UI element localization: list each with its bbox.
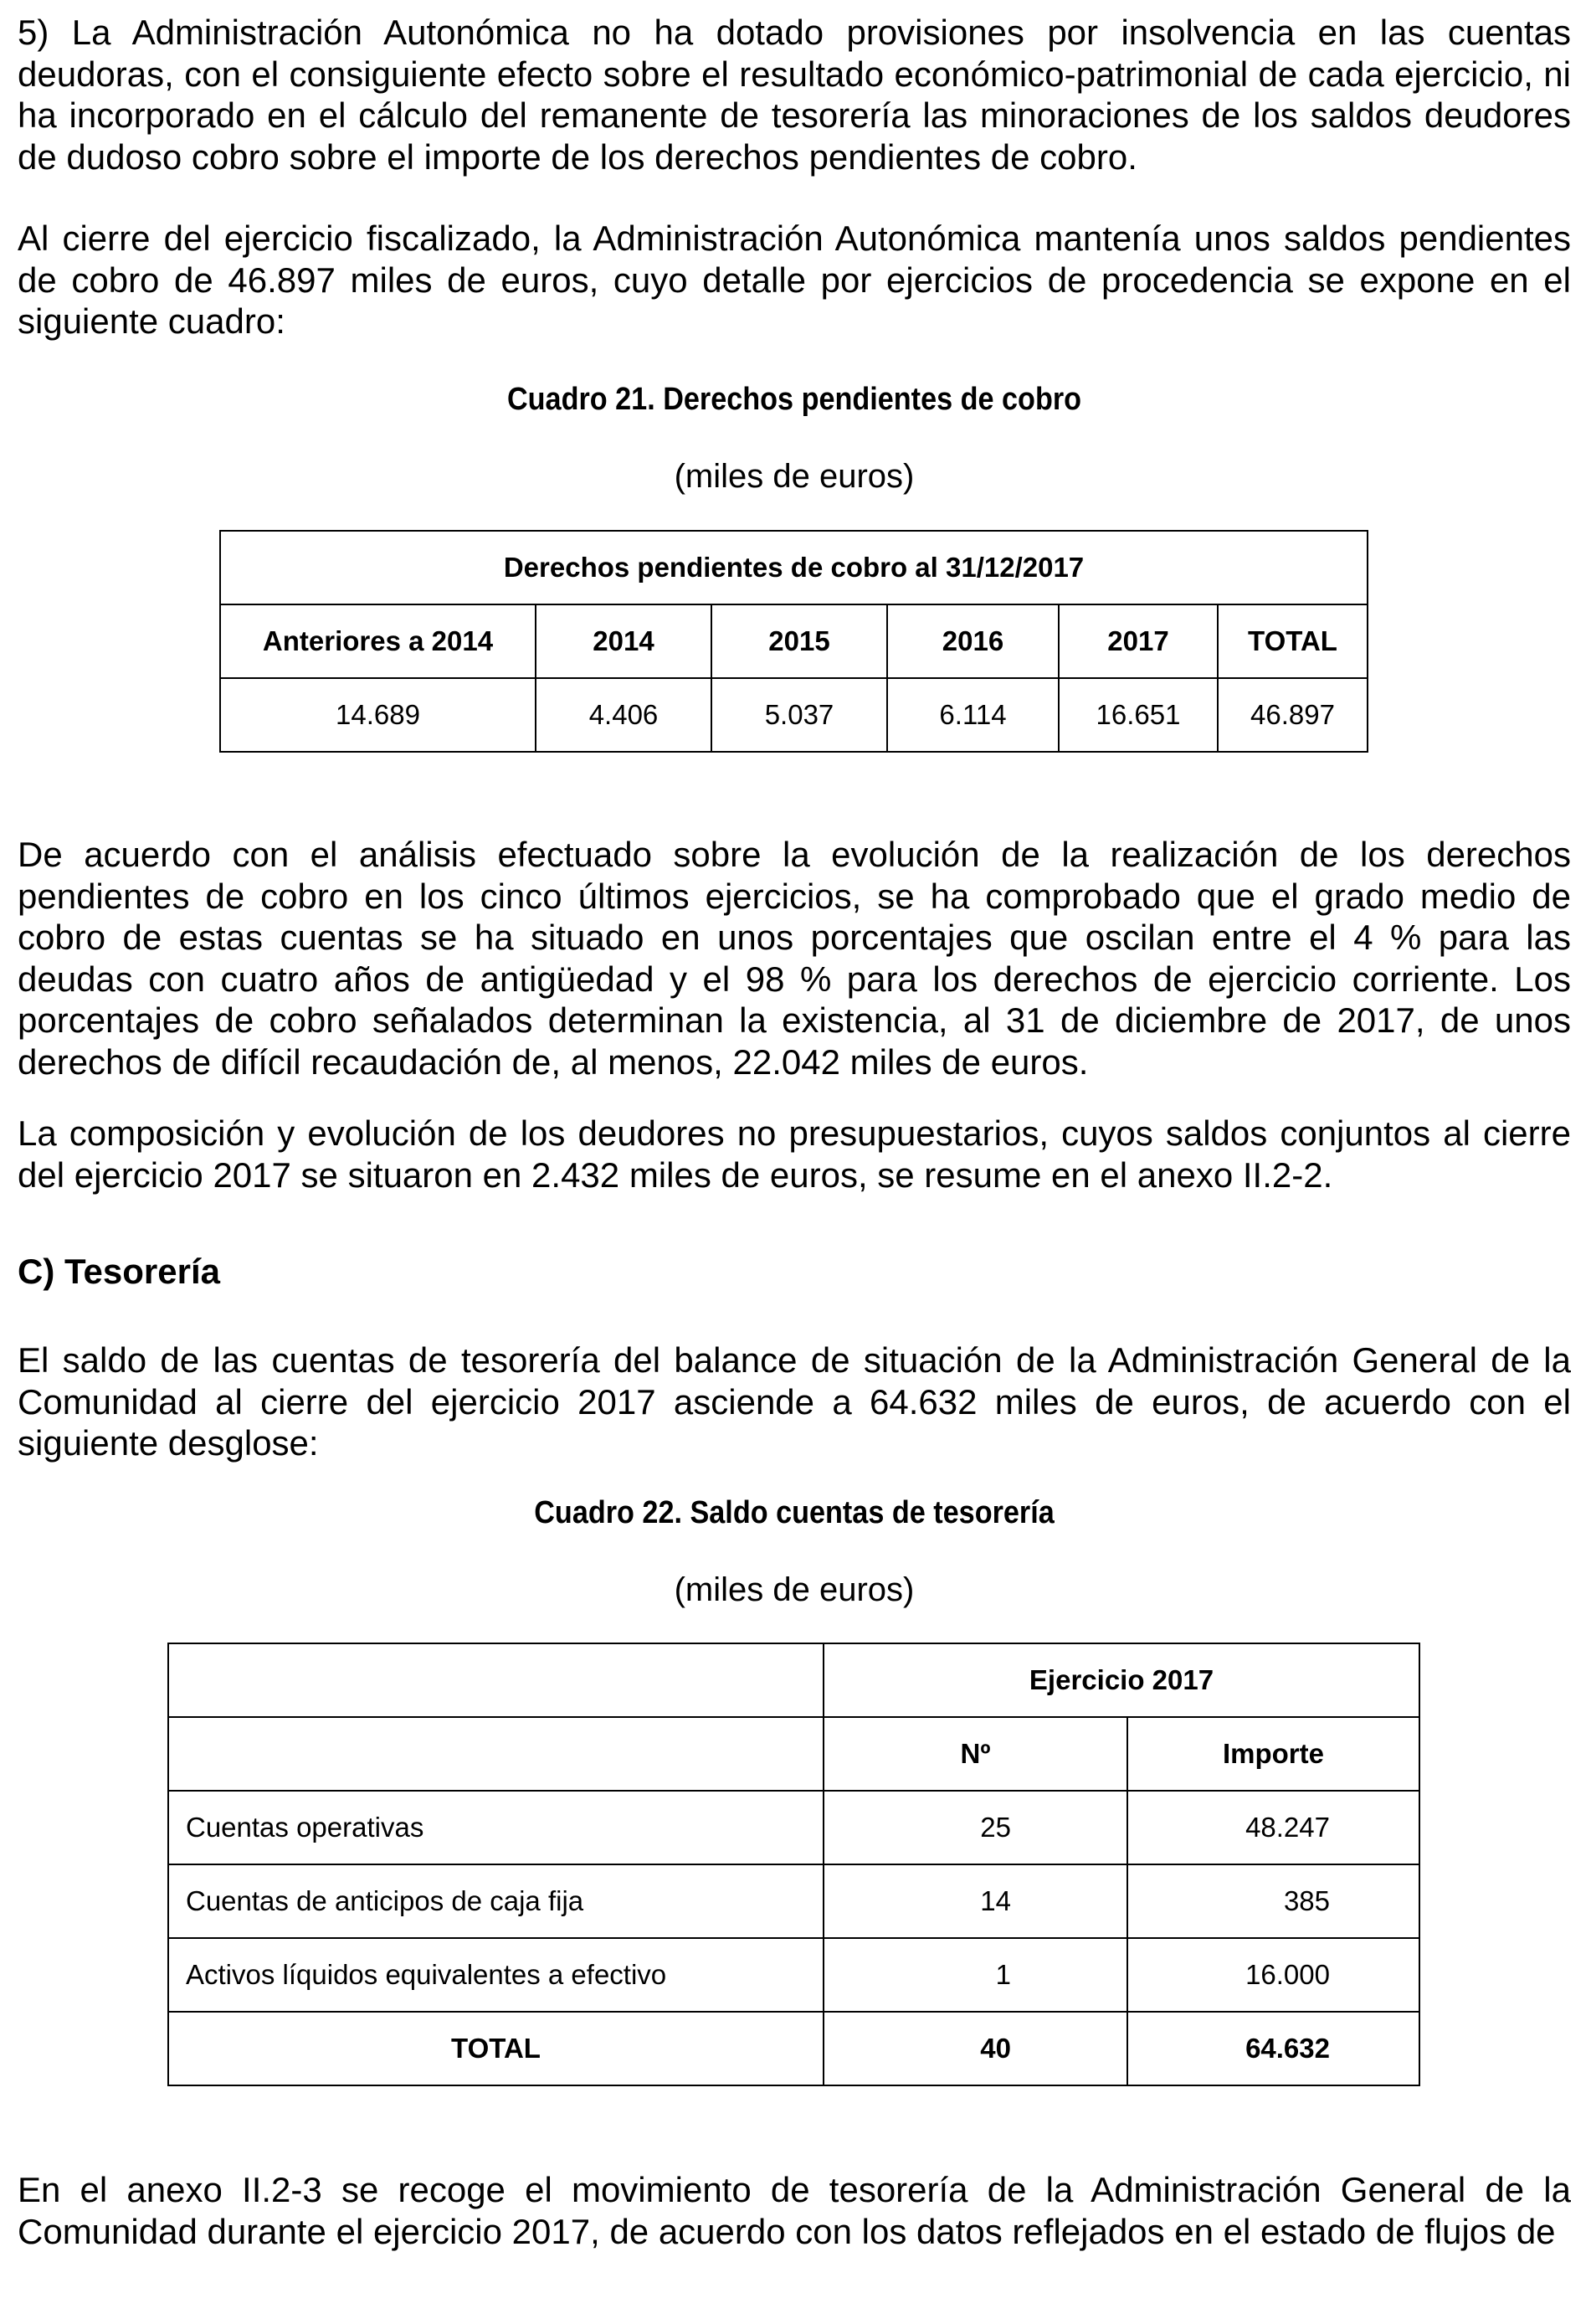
paragraph-analisis-cobro: De acuerdo con el análisis efectuado sobre la evolución de la realización de los derechos pendientes de cobro en los cinco últimos ejercicios, se ha comprobado que el grado medio de cobro de estas cuentas se ha situado en unos porcentajes que oscilan entre el 4 % para las deudas con cuatro años de antigüedad y el 98 % para los derechos de ejercicio corriente. Los porcentajes de cobro señalados determinan la existencia, al 31 de diciembre de 2017, de unos derechos de difícil recaudación de, al menos, 22.042 miles de euros. [18, 835, 1571, 1082]
table22-row-n: 14 [824, 1864, 1127, 1938]
table21-value-2015: 5.037 [711, 678, 887, 752]
table21-value-anteriores: 14.689 [220, 678, 536, 752]
table22-row-n: 1 [824, 1938, 1127, 2012]
table21-value-total: 46.897 [1218, 678, 1368, 752]
table22-empty-corner [168, 1643, 824, 1717]
table-row [168, 1938, 1419, 2012]
table22-title: Cuadro 22. Saldo cuentas de tesorería [534, 1495, 1055, 1530]
table21-col-2015: 2015 [711, 604, 887, 678]
table22-empty-label-header [168, 1717, 824, 1791]
table21-value-2016: 6.114 [887, 678, 1059, 752]
table22-saldo-tesoreria [167, 1643, 1420, 2086]
table-row [168, 1791, 1419, 1864]
table22-row-label: Cuentas de anticipos de caja fija [168, 1864, 824, 1938]
table21-title: Cuadro 21. Derechos pendientes de cobro [506, 382, 1082, 417]
table21-col-anteriores: Anteriores a 2014 [220, 604, 536, 678]
table21-value-2017: 16.651 [1059, 678, 1218, 752]
table22-row-label: Cuentas operativas [168, 1791, 824, 1864]
table22-row-importe: 16.000 [1127, 1938, 1419, 2012]
table22-row-label: Activos líquidos equivalentes a efectivo [168, 1938, 824, 2012]
table21-col-2016: 2016 [887, 604, 1059, 678]
table22-row-n: 25 [824, 1791, 1127, 1864]
table21-derechos-pendientes [219, 530, 1368, 753]
table22-units: (miles de euros) [674, 1571, 915, 1608]
table22-group-header-row [168, 1643, 1419, 1717]
table22-total-label: TOTAL [168, 2012, 824, 2085]
table21-header-row [220, 531, 1368, 604]
table21-col-total: TOTAL [1218, 604, 1368, 678]
table-row [168, 1864, 1419, 1938]
section-heading-tesoreria: C) Tesorería [18, 1252, 220, 1291]
paragraph-provisiones: 5) La Administración Autonómica no ha dotado provisiones por insolvencia en las cuentas deudoras, con el consiguiente efecto sobre el resultado económico-patrimonial de cada ejercicio, ni ha incorporado en el cálculo del remanente de tesorería las minoraciones de los saldos deudores de dudoso cobro sobre el importe de los derechos pendientes de cobro. [18, 13, 1571, 177]
table21-col-2014: 2014 [536, 604, 711, 678]
table22-total-n: 40 [824, 2012, 1127, 2085]
table22-columns-row [168, 1717, 1419, 1791]
table21-col-2017: 2017 [1059, 604, 1218, 678]
paragraph-deudores-no-presupuestarios: La composición y evolución de los deudores no presupuestarios, cuyos saldos conjuntos al cierre del ejercicio 2017 se situaron en 2.432 miles de euros, se resume en el anexo II.2-2. [18, 1113, 1571, 1195]
table21-value-2014: 4.406 [536, 678, 711, 752]
table21-columns-row [220, 604, 1368, 678]
table21-values-row [220, 678, 1368, 752]
table22-total-importe: 64.632 [1127, 2012, 1419, 2085]
table22-row-importe: 48.247 [1127, 1791, 1419, 1864]
paragraph-saldo-tesoreria: El saldo de las cuentas de tesorería del balance de situación de la Administración General de la Comunidad al cierre del ejercicio 2017 asciende a 64.632 miles de euros, de acuerdo con el siguiente desglose: [18, 1340, 1571, 1463]
table21-units: (miles de euros) [674, 458, 915, 495]
table22-col-importe: Importe [1127, 1717, 1419, 1791]
table21-header: Derechos pendientes de cobro al 31/12/2017 [220, 531, 1368, 604]
table22-row-importe: 385 [1127, 1864, 1419, 1938]
paragraph-anexo-movimiento: En el anexo II.2-3 se recoge el movimiento de tesorería de la Administración General de la Comunidad durante el ejercicio 2017, de acuerdo con los datos reflejados en el estado de flujos de [18, 2170, 1571, 2251]
table22-col-n: Nº [824, 1717, 1127, 1791]
table22-total-row [168, 2012, 1419, 2085]
paragraph-saldos-pendientes: Al cierre del ejercicio fiscalizado, la Administración Autonómica mantenía unos saldos pendientes de cobro de 46.897 miles de euros, cuyo detalle por ejercicios de procedencia se expone en el siguiente cuadro: [18, 219, 1571, 341]
table22-group-header: Ejercicio 2017 [824, 1643, 1419, 1717]
